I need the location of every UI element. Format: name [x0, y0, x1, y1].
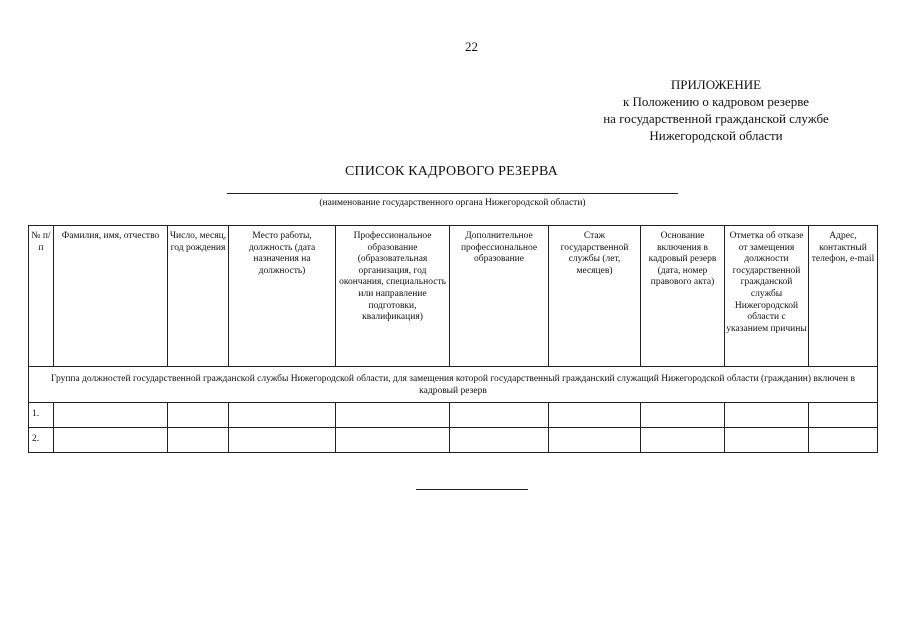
header-workplace: Место работы, должность (дата назначения на должность) — [229, 226, 336, 367]
table-cell — [168, 428, 229, 453]
table-row — [29, 403, 878, 428]
header-full-name: Фамилия, имя, отчество — [54, 226, 168, 367]
group-row-text: Группа должностей государственной гражданской службы Нижегородской области, для замещения которой государственный гражданский служащий Нижегородской области (гражданин) включен в кадровый резерв — [29, 367, 878, 403]
table-cell — [54, 428, 168, 453]
row-number: 1. — [29, 403, 54, 428]
table-cell — [549, 403, 641, 428]
table-cell — [725, 403, 809, 428]
table-cell — [725, 428, 809, 453]
organization-name-line — [227, 193, 678, 194]
header-birth-date: Число, месяц, год рождения — [168, 226, 229, 367]
table-cell — [809, 428, 878, 453]
header-number: № п/п — [29, 226, 54, 367]
reserve-table — [28, 225, 878, 453]
appendix-line-4: Нижегородской области — [649, 128, 783, 143]
table-header-row — [29, 226, 878, 367]
end-separator-line — [416, 489, 528, 490]
document-title: СПИСОК КАДРОВОГО РЕЗЕРВА — [345, 164, 558, 179]
table-cell — [168, 403, 229, 428]
group-row — [29, 367, 878, 403]
appendix-line-2: к Положению о кадровом резерве — [622, 94, 810, 109]
table-cell — [450, 403, 549, 428]
table-row — [29, 428, 878, 453]
header-inclusion-basis: Основание включения в кадровый резерв (дата, номер правового акта) — [641, 226, 725, 367]
table-cell — [450, 428, 549, 453]
table-cell — [549, 428, 641, 453]
row-number: 2. — [29, 428, 54, 453]
header-service-length: Стаж государственной службы (лет, месяцев) — [549, 226, 641, 367]
table-cell — [54, 403, 168, 428]
header-education: Профессиональное образование (образовательная организация, год окончания, специальность или направление подготовки, квалификация) — [336, 226, 450, 367]
table-cell — [229, 403, 336, 428]
table-cell — [641, 403, 725, 428]
table-cell — [641, 428, 725, 453]
table-cell — [809, 403, 878, 428]
header-additional-education: Дополнительное профессиональное образование — [450, 226, 549, 367]
page-number: 22 — [465, 39, 478, 54]
appendix-line-3: на государственной гражданской службе — [603, 111, 829, 126]
appendix-line-1: ПРИЛОЖЕНИЕ — [670, 77, 762, 92]
table-cell — [336, 403, 450, 428]
header-contacts: Адрес, контактный телефон, e-mail — [809, 226, 878, 367]
header-refusal-note: Отметка об отказе от замещения должности государственной гражданской службы Нижегородской области с указанием причины — [725, 226, 809, 367]
table-cell — [336, 428, 450, 453]
organization-name-caption: (наименование государственного органа Нижегородской области) — [319, 198, 586, 208]
appendix-block — [556, 76, 876, 144]
table-cell — [229, 428, 336, 453]
